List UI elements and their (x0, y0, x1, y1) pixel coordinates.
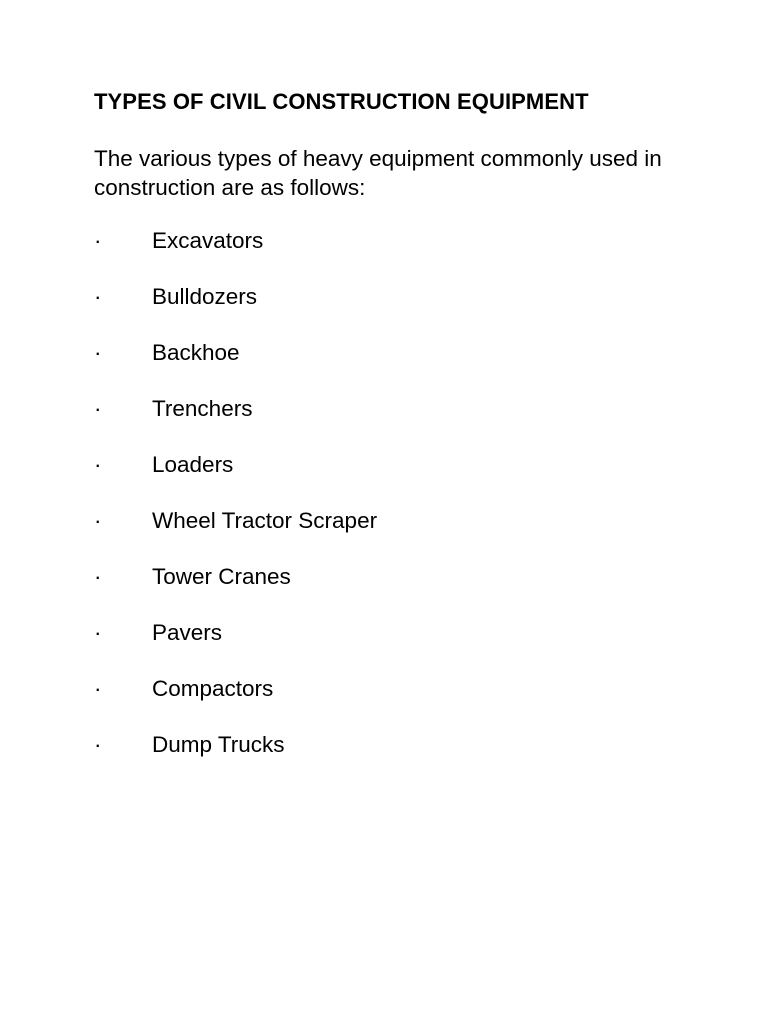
list-item-label: Dump Trucks (152, 732, 285, 757)
bullet-icon: · (94, 564, 102, 589)
list-item-label: Wheel Tractor Scraper (152, 508, 378, 533)
bullet-icon: · (94, 452, 102, 477)
bullet-icon: · (94, 508, 102, 533)
list-item-label: Pavers (152, 620, 223, 645)
list-item-label: Backhoe (152, 340, 240, 365)
bullet-icon: · (94, 732, 102, 757)
bullet-icon: · (94, 676, 102, 701)
list-item-label: Compactors (152, 676, 274, 701)
page-title: TYPES OF CIVIL CONSTRUCTION EQUIPMENT (94, 89, 589, 114)
bullet-icon: · (94, 340, 102, 365)
list-item-label: Tower Cranes (152, 564, 291, 589)
bullet-icon: · (94, 284, 102, 309)
list-item-label: Trenchers (152, 396, 253, 421)
list-item-label: Excavators (152, 228, 264, 253)
bullet-icon: · (94, 396, 102, 421)
intro-paragraph: The various types of heavy equipment commonly used in construction are as follows: (94, 146, 662, 200)
list-item-label: Loaders (152, 452, 234, 477)
bullet-icon: · (94, 228, 102, 253)
bullet-icon: · (94, 620, 102, 645)
list-item-label: Bulldozers (152, 284, 258, 309)
